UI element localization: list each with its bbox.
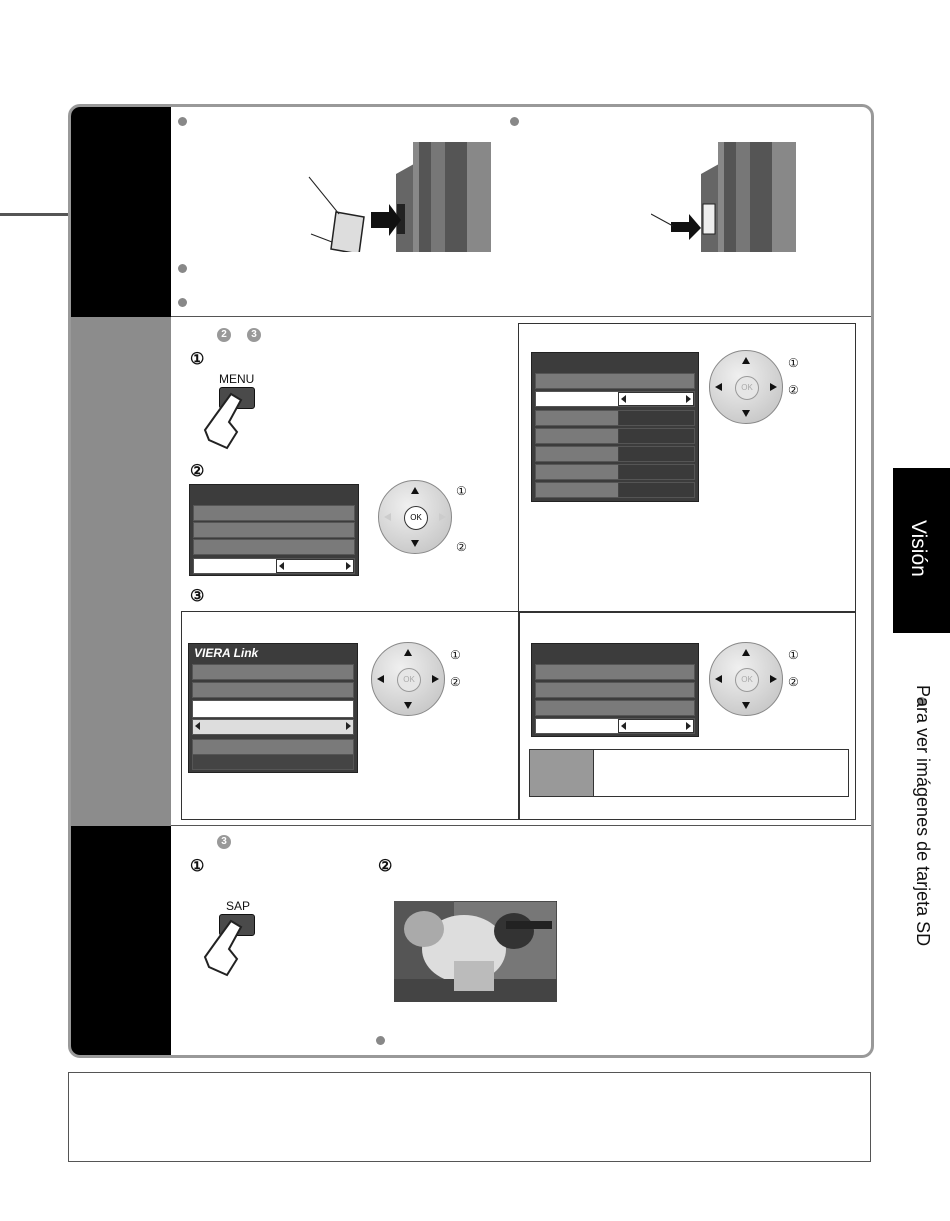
ok-button[interactable]: OK: [397, 668, 421, 692]
callout-1: ①: [788, 648, 799, 662]
hand-press-icon: [201, 919, 251, 979]
callout-1: ①: [456, 484, 467, 498]
step-marker-1: ①: [190, 351, 205, 368]
side-tab-subtitle: Para ver imágenes de tarjeta SD: [913, 685, 933, 947]
step-marker-1: ①: [190, 858, 205, 875]
step-marker-2: ②: [378, 858, 393, 875]
bullet: [178, 117, 187, 126]
note-label-cell: [530, 750, 594, 796]
settings-menu-screen: [531, 643, 699, 737]
dpad-icon: [709, 642, 783, 716]
bullet: [510, 117, 519, 126]
section-divider-line: [0, 213, 70, 216]
callout-2: ②: [450, 675, 461, 689]
note-box: [529, 749, 849, 797]
menu-button-label: MENU: [219, 372, 255, 386]
dpad-icon: [371, 642, 445, 716]
ok-button[interactable]: OK: [735, 376, 759, 400]
bullet: [178, 264, 187, 273]
ok-button[interactable]: OK: [735, 668, 759, 692]
viera-link-logo: VIERA Link: [194, 646, 259, 660]
bullet: [178, 298, 187, 307]
viera-link-menu: [188, 643, 358, 773]
ok-button[interactable]: OK: [404, 506, 428, 530]
step-label-block-3: [71, 826, 171, 1055]
dpad-icon: [378, 480, 452, 554]
step-badge-2: 2: [217, 328, 231, 342]
step-label-block-2: [71, 317, 171, 826]
instruction-panel: [68, 104, 874, 1058]
callout-1: ①: [450, 648, 461, 662]
step-badge-3: 3: [247, 328, 261, 342]
sap-button-label: SAP: [226, 899, 251, 913]
row-divider: [171, 316, 871, 317]
callout-1: ①: [788, 356, 799, 370]
setup-menu-screen: [189, 484, 359, 576]
photo-thumbnail: [394, 901, 557, 1002]
row-divider: [171, 825, 871, 826]
bullet: [376, 1036, 385, 1045]
hand-press-icon: [201, 392, 251, 452]
picture-settings-menu: [531, 352, 699, 502]
dpad-icon: [709, 350, 783, 424]
sd-card-remove-illustration: [651, 142, 796, 252]
side-tab-title: Visión: [907, 520, 930, 577]
note-frame: [68, 1072, 871, 1162]
step-badge-3: 3: [217, 835, 231, 849]
sd-card-insert-illustration: [301, 142, 491, 252]
callout-2: ②: [456, 540, 467, 554]
step-label-block-1: [71, 107, 171, 317]
callout-2: ②: [788, 675, 799, 689]
step-marker-3: ③: [190, 588, 205, 605]
step-marker-2: ②: [190, 463, 205, 480]
callout-2: ②: [788, 383, 799, 397]
